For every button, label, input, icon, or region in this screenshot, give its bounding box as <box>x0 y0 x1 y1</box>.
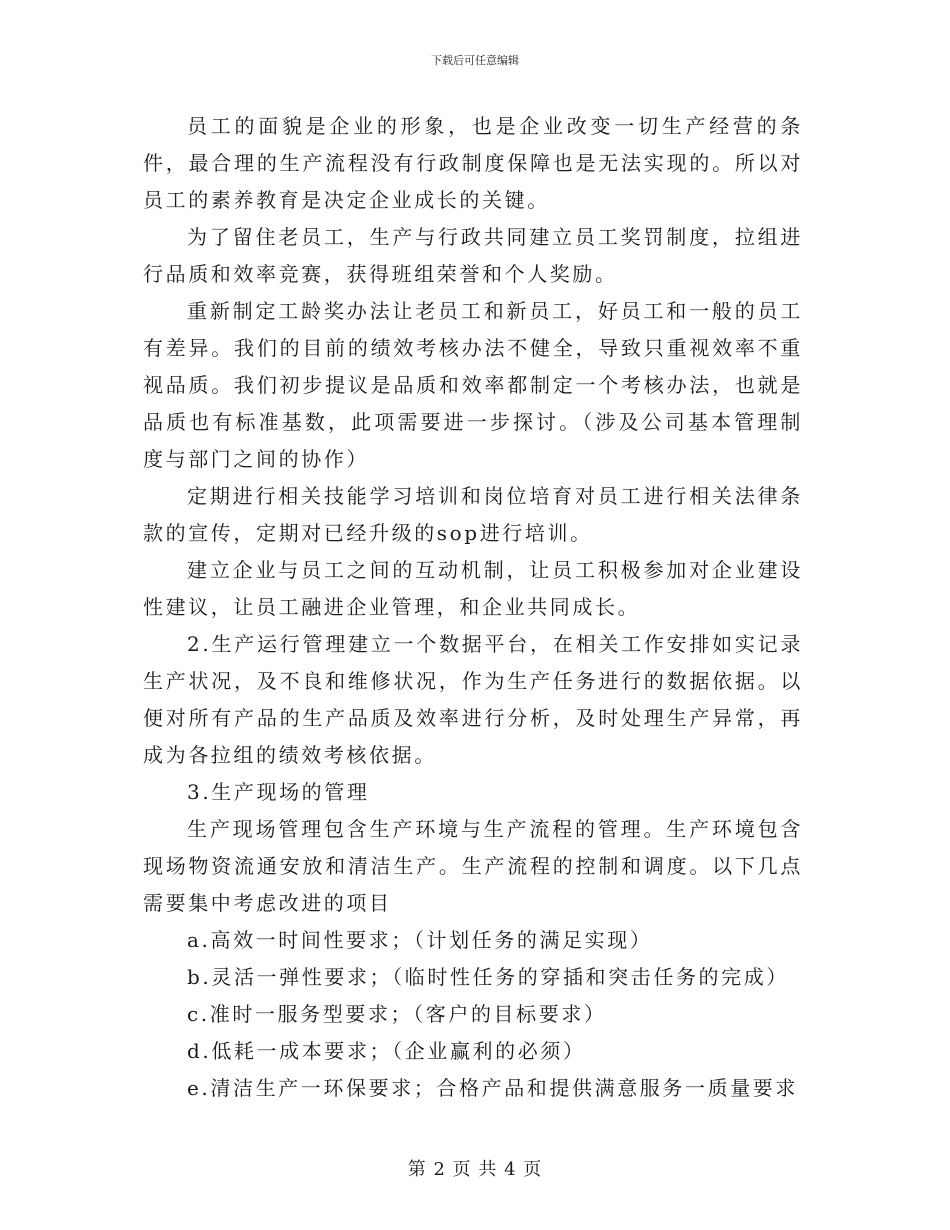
header-note: 下载后可任意编辑 <box>431 54 519 67</box>
list-item: a.高效一时间性要求；（计划任务的满足实现） <box>187 928 653 952</box>
paragraph: 员工的面貌是企业的形象，也是企业改变一切生产经营的条件，最合理的生产流程没有行政制度保障也是无法实现的。所以对员工的素养教育是决定企业成长的关键。 <box>143 114 803 212</box>
document-body <box>143 108 803 1107</box>
paragraph: 建立企业与员工之间的互动机制，让员工积极参加对企业建设性建议，让员工融进企业管理，和企业共同成长。 <box>143 558 803 619</box>
paragraph: 为了留住老员工，生产与行政共同建立员工奖罚制度，拉组进行品质和效率竞赛，获得班组荣誉和个人奖励。 <box>143 225 803 286</box>
paragraph: 定期进行相关技能学习培训和岗位培育对员工进行相关法律条款的宣传，定期对已经升级的sop进行培训。 <box>143 484 803 545</box>
page-number: 第 2 页 共 4 页 <box>407 1159 543 1180</box>
list-item: e.清洁生产一环保要求；合格产品和提供满意服务一质量要求 <box>187 1076 798 1100</box>
paragraph: 重新制定工龄奖办法让老员工和新员工，好员工和一般的员工有差异。我们的目前的绩效考核办法不健全，导致只重视效率不重视品质。我们初步提议是品质和效率都制定一个考核办法，也就是品质也有标准基数，此项需要进一步探讨。（涉及公司基本管理制度与部门之间的协作） <box>143 299 803 471</box>
paragraph: 2.生产运行管理建立一个数据平台，在相关工作安排如实记录生产状况，及不良和维修状况，作为生产任务进行的数据依据。以便对所有产品的生产品质及效率进行分析，及时处理生产异常，再成为各拉组的绩效考核依据。 <box>143 632 803 767</box>
section-heading: 3.生产现场的管理 <box>187 780 370 804</box>
list-item: d.低耗一成本要求；（企业赢利的必须） <box>187 1039 586 1063</box>
paragraph: 生产现场管理包含生产环境与生产流程的管理。生产环境包含现场物资流通安放和清洁生产。生产流程的控制和调度。以下几点需要集中考虑改进的项目 <box>143 817 803 915</box>
list-item: b.灵活一弹性要求；（临时性任务的穿插和突击任务的完成） <box>187 965 789 989</box>
list-item: c.准时一服务型要求；（客户的目标要求） <box>187 1002 607 1026</box>
